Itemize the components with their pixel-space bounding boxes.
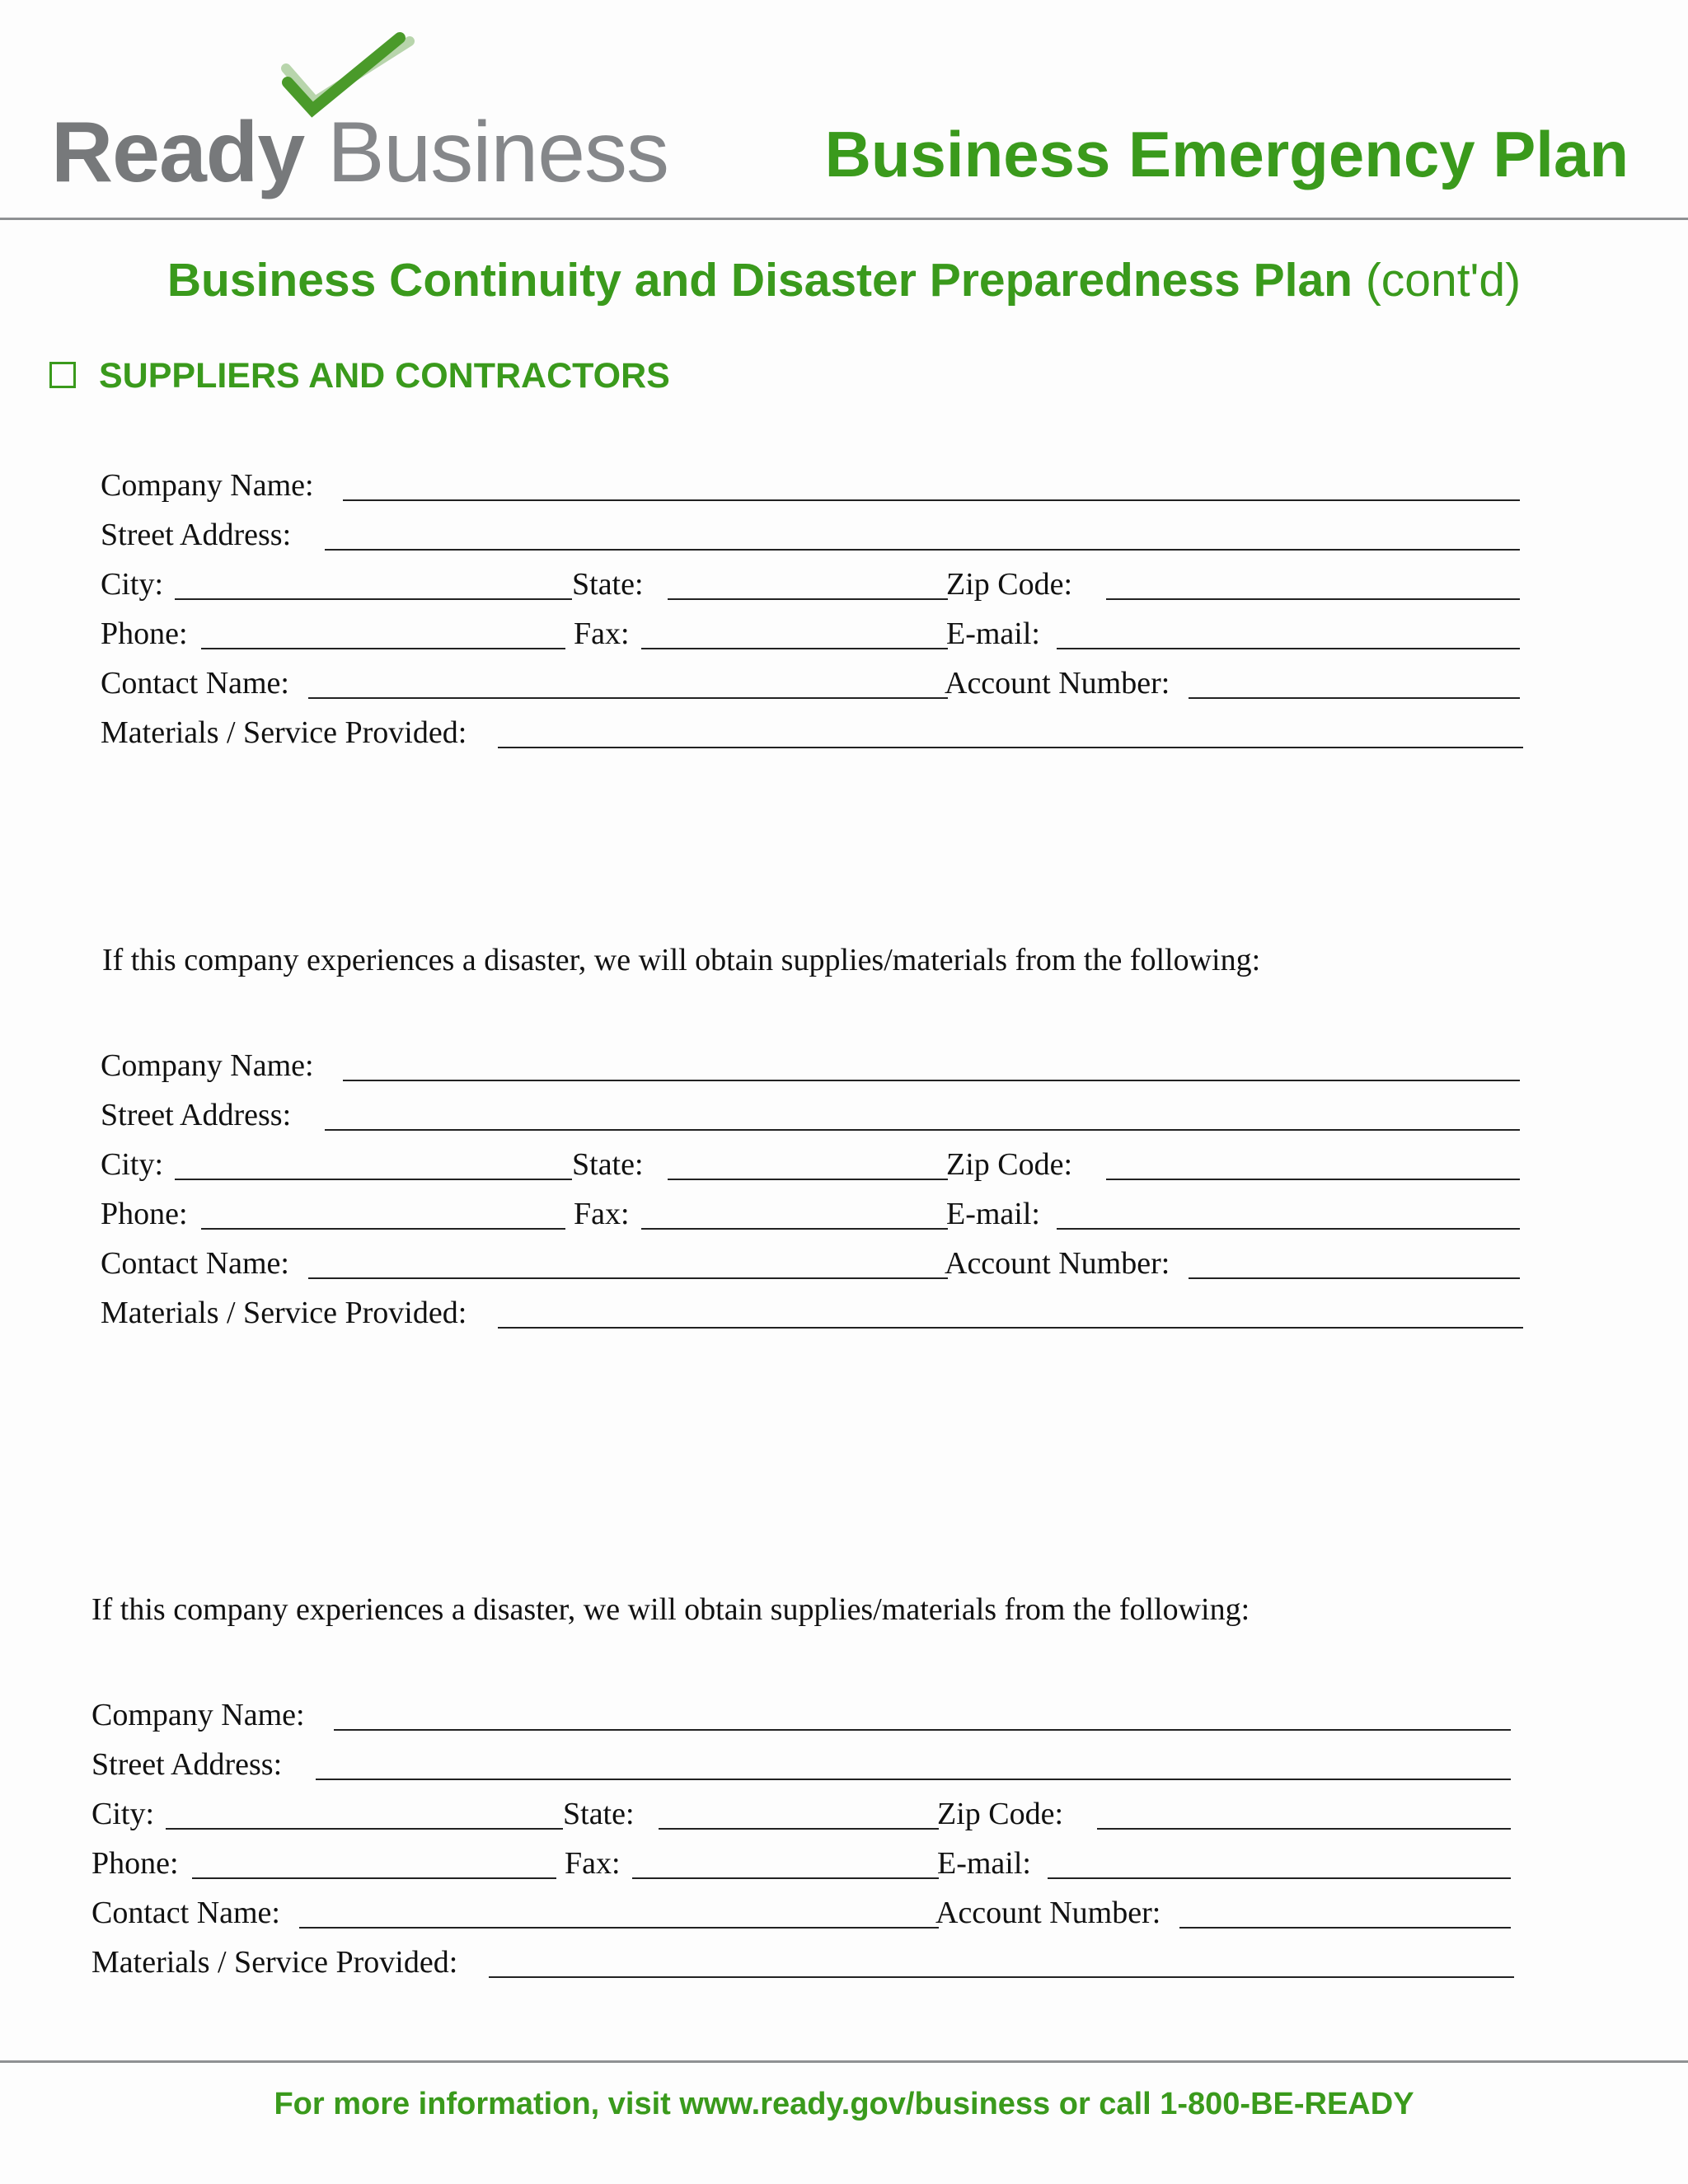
row-phone-fax-email [101,600,1469,649]
row-phone-fax-email [91,1830,1460,1879]
materials-label: Materials / Service Provided: [91,1945,458,1980]
email-label: E-mail: [937,1846,1031,1881]
row-materials [101,699,1469,748]
plan-subtitle [0,254,1688,307]
row-company [101,1032,1469,1081]
account-label: Account Number: [945,1246,1170,1281]
ready-business-logo [51,31,669,213]
supplier-form-2 [101,1032,1469,1329]
row-company [101,452,1469,501]
footer-info: For more information, visit www.ready.gov/business or call 1-800-BE-READY [274,2087,1414,2121]
row-company [91,1681,1460,1731]
contact-label: Contact Name: [91,1896,280,1930]
row-street [101,1081,1469,1131]
checkbox-empty-icon[interactable] [49,362,76,388]
supplier-form-3 [91,1681,1460,1978]
zip-label: Zip Code: [937,1797,1064,1831]
city-label: City: [101,567,164,602]
logo-business-text: Business [327,105,669,200]
street-label: Street Address: [101,1098,292,1132]
intro-text-2: If this company experiences a disaster, we will obtain supplies/materials from the following: [91,1592,1250,1627]
row-city-state-zip [101,551,1469,600]
page-title: Business Emergency Plan [824,118,1629,190]
row-materials [91,1929,1460,1978]
city-label: City: [101,1147,164,1182]
contact-label: Contact Name: [101,1246,289,1281]
zip-label: Zip Code: [946,1147,1073,1182]
row-city-state-zip [91,1780,1460,1830]
row-city-state-zip [101,1131,1469,1180]
materials-label: Materials / Service Provided: [101,715,467,750]
row-phone-fax-email [101,1180,1469,1230]
section-heading [49,356,670,396]
section-title: SUPPLIERS AND CONTRACTORS [99,356,670,396]
subtitle-main: Business Continuity and Disaster Preparedness Plan [166,254,1353,307]
phone-label: Phone: [101,1197,188,1231]
company-label: Company Name: [101,468,314,503]
row-contact-account [91,1879,1460,1929]
subtitle-cont: (cont'd) [1365,254,1522,307]
email-label: E-mail: [946,616,1040,651]
row-contact-account [101,1230,1469,1279]
contact-label: Contact Name: [101,666,289,701]
header-divider [0,218,1688,220]
phone-label: Phone: [101,616,188,651]
row-street [91,1731,1460,1780]
logo-ready-text: Ready [51,105,305,200]
row-contact-account [101,649,1469,699]
fax-label: Fax: [574,616,630,651]
materials-field[interactable] [498,747,1523,748]
row-street [101,501,1469,551]
footer-divider [0,2060,1688,2063]
account-label: Account Number: [945,666,1170,701]
state-label: State: [572,1147,644,1182]
account-label: Account Number: [935,1896,1161,1930]
logo-wordmark [51,105,669,200]
fax-label: Fax: [574,1197,630,1231]
fax-label: Fax: [565,1846,621,1881]
company-label: Company Name: [91,1698,305,1732]
street-label: Street Address: [91,1747,283,1782]
materials-field[interactable] [498,1327,1523,1329]
intro-text-1: If this company experiences a disaster, we will obtain supplies/materials from the following: [102,943,1261,977]
materials-label: Materials / Service Provided: [101,1296,467,1330]
materials-field[interactable] [489,1976,1514,1978]
row-materials [101,1279,1469,1329]
street-label: Street Address: [101,518,292,552]
company-label: Company Name: [101,1048,314,1083]
phone-label: Phone: [91,1846,179,1881]
state-label: State: [572,567,644,602]
city-label: City: [91,1797,155,1831]
supplier-form-1 [101,452,1469,748]
email-label: E-mail: [946,1197,1040,1231]
zip-label: Zip Code: [946,567,1073,602]
state-label: State: [563,1797,635,1831]
